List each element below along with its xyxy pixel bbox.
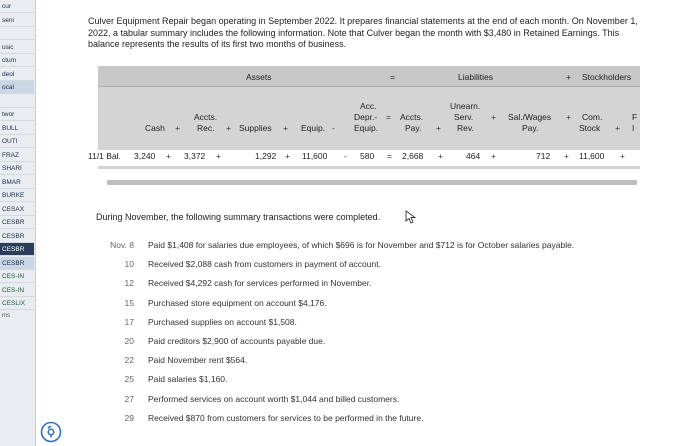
op-plus: + — [166, 151, 171, 161]
balance-cash: 3,240 — [134, 151, 156, 161]
help-icon[interactable] — [40, 421, 62, 443]
col-supplies: Supplies — [239, 123, 272, 133]
col-accts-rec-line1: Accts. — [194, 112, 218, 122]
transaction-row — [96, 351, 656, 369]
transaction-row — [96, 370, 656, 388]
op-plus: + — [436, 123, 441, 133]
problem-intro: Culver Equipment Repair began operating in September 2022. It prepares financial statements at the end of each month. On November 1, 2022, a tabular summary includes the following information. Note that Culver began the month with $3,480 in Retained Earnings. This balance represents the results of its first two months of business. — [88, 16, 638, 49]
equals-sign: = — [390, 72, 395, 82]
sidebar-item[interactable]: ocal — [0, 81, 34, 94]
col-cut-off: F — [632, 112, 638, 122]
transaction-date: 25 — [124, 374, 134, 385]
plus-sign: + — [566, 72, 571, 82]
stockholders-group-header: Stockholders — [582, 72, 632, 82]
transaction-text: Paid $1,408 for salaries due employees, of which $696 is for November and $712 is for October salaries payable. — [148, 240, 575, 250]
sidebar-item[interactable] — [0, 27, 34, 40]
balance-accts-rec: 3,372 — [184, 151, 206, 161]
col-accts-pay-line2: Pay. — [405, 123, 422, 133]
transaction-text: Paid November rent $564. — [148, 355, 248, 366]
transaction-row — [96, 236, 656, 254]
transaction-date: 15 — [124, 297, 134, 308]
op-plus: + — [216, 151, 221, 161]
col-acc-depr-line3: Equip. — [354, 123, 379, 133]
col-cut-off-line2: I — [632, 123, 635, 133]
transaction-row — [96, 409, 656, 427]
sidebar-item[interactable] — [0, 95, 34, 108]
sidebar-badge: ms — [2, 313, 10, 319]
col-comstock-line1: Com. — [582, 112, 603, 122]
table-group-row — [98, 66, 640, 87]
sidebar-item[interactable]: BURKE — [0, 189, 34, 202]
col-accts-pay-line1: Accts. — [400, 112, 424, 122]
sidebar-item[interactable]: usic — [0, 41, 34, 54]
balance-salwages: 712 — [536, 151, 551, 161]
tabular-summary-table — [88, 66, 640, 176]
op-plus: + — [491, 151, 496, 161]
col-cash: Cash — [145, 123, 165, 133]
col-comstock-line2: Stock — [579, 123, 601, 133]
transaction-row — [96, 332, 656, 350]
transaction-date: 12 — [124, 278, 134, 289]
transaction-text: Purchased store equipment on account $4,176. — [148, 297, 327, 308]
transaction-date: 27 — [124, 393, 134, 404]
transaction-text: Paid creditors $2,900 of accounts payable due. — [148, 336, 326, 346]
sidebar-item[interactable]: twor — [0, 108, 34, 121]
transactions-lead: During November, the following summary transactions were completed. — [96, 212, 381, 222]
balance-row — [88, 150, 640, 166]
col-unearn-line1: Unearn. — [450, 101, 481, 111]
transaction-text: Purchased supplies on account $1,508. — [148, 316, 297, 327]
op-plus: + — [226, 123, 231, 133]
transaction-row — [96, 255, 656, 273]
col-acc-depr-line2: Depr.- — [354, 112, 378, 122]
sidebar-item[interactable]: OUTI — [0, 135, 34, 148]
op-minus: - — [344, 151, 347, 161]
col-accts-rec-line2: Rec. — [197, 123, 215, 133]
sidebar-item[interactable]: CESBR — [0, 230, 34, 243]
balance-acc-depr: 580 — [360, 151, 375, 161]
col-unearn-line2: Serv. — [454, 112, 474, 122]
sidebar-item[interactable]: deol — [0, 68, 34, 81]
sidebar-item[interactable]: BULL — [0, 122, 34, 135]
col-unearn-line3: Rev. — [457, 123, 474, 133]
op-equals: = — [387, 151, 392, 161]
horizontal-scrollbar[interactable] — [107, 180, 637, 185]
liabilities-group-header: Liabilities — [458, 72, 493, 82]
op-plus: + — [283, 123, 288, 133]
op-plus: + — [564, 151, 569, 161]
transaction-text: Received $870 from customers for services to be performed in the future. — [148, 412, 424, 423]
op-plus: + — [285, 151, 290, 161]
transaction-row — [96, 274, 656, 292]
op-plus: + — [615, 123, 620, 133]
op-plus: + — [175, 123, 180, 133]
op-minus: - — [332, 123, 335, 133]
sidebar-item[interactable]: cur — [0, 0, 34, 13]
transaction-date: 20 — [124, 336, 134, 346]
col-salwages-line1: Sal./Wages — [508, 112, 552, 122]
mouse-cursor-icon — [405, 210, 417, 224]
sidebar-item[interactable]: ctum — [0, 54, 34, 67]
sidebar-item[interactable]: FRAZ — [0, 149, 34, 162]
transaction-date: 17 — [124, 316, 134, 327]
sidebar-item[interactable]: CESBR — [0, 243, 34, 256]
transaction-text: Received $4,292 cash for services performed in November. — [148, 278, 372, 289]
sidebar-item[interactable]: CESBR — [0, 216, 34, 229]
balance-supplies: 1,292 — [255, 151, 277, 161]
sidebar-item[interactable]: CESAX — [0, 203, 34, 216]
op-plus: + — [566, 112, 571, 122]
sidebar-item[interactable]: SHARI — [0, 162, 34, 175]
transaction-row — [96, 313, 656, 331]
sidebar-item[interactable]: CESBR — [0, 257, 34, 270]
balance-comstock: 11,600 — [579, 151, 605, 161]
transaction-date: 22 — [124, 355, 134, 366]
balance-equip: 11,600 — [302, 151, 328, 161]
balance-label: 11/1 Bal. — [88, 151, 121, 161]
transaction-row — [96, 390, 656, 408]
assets-group-header: Assets — [246, 72, 272, 82]
sidebar-item[interactable]: CES-IN — [0, 284, 34, 297]
op-plus: + — [491, 112, 496, 122]
op-plus: + — [620, 151, 625, 161]
sidebar-item[interactable]: CES-IN — [0, 270, 34, 283]
balance-accts-pay: 2,668 — [402, 151, 424, 161]
op-plus: + — [438, 151, 443, 161]
sidebar-item[interactable]: BMAR — [0, 176, 34, 189]
transaction-row — [96, 294, 656, 312]
transaction-date: Nov. 8 — [110, 240, 134, 250]
transaction-date: 29 — [124, 412, 134, 423]
sidebar-item[interactable]: CESLIX — [0, 297, 34, 310]
col-acc-depr-line1: Acc. — [360, 101, 377, 111]
col-salwages-line2: Pay. — [522, 123, 539, 133]
op-equals: = — [386, 112, 391, 122]
balance-unearn: 464 — [466, 151, 481, 161]
transaction-date: 10 — [124, 259, 134, 270]
sidebar-item[interactable]: seni — [0, 14, 34, 27]
left-sidebar — [0, 0, 36, 446]
transaction-text: Received $2,088 cash from customers in payment of account. — [148, 259, 381, 270]
transaction-text: Performed services on account worth $1,044 and billed customers. — [148, 393, 400, 404]
col-equip: Equip. — [301, 123, 326, 133]
transaction-text: Paid salaries $1,160. — [148, 374, 228, 385]
